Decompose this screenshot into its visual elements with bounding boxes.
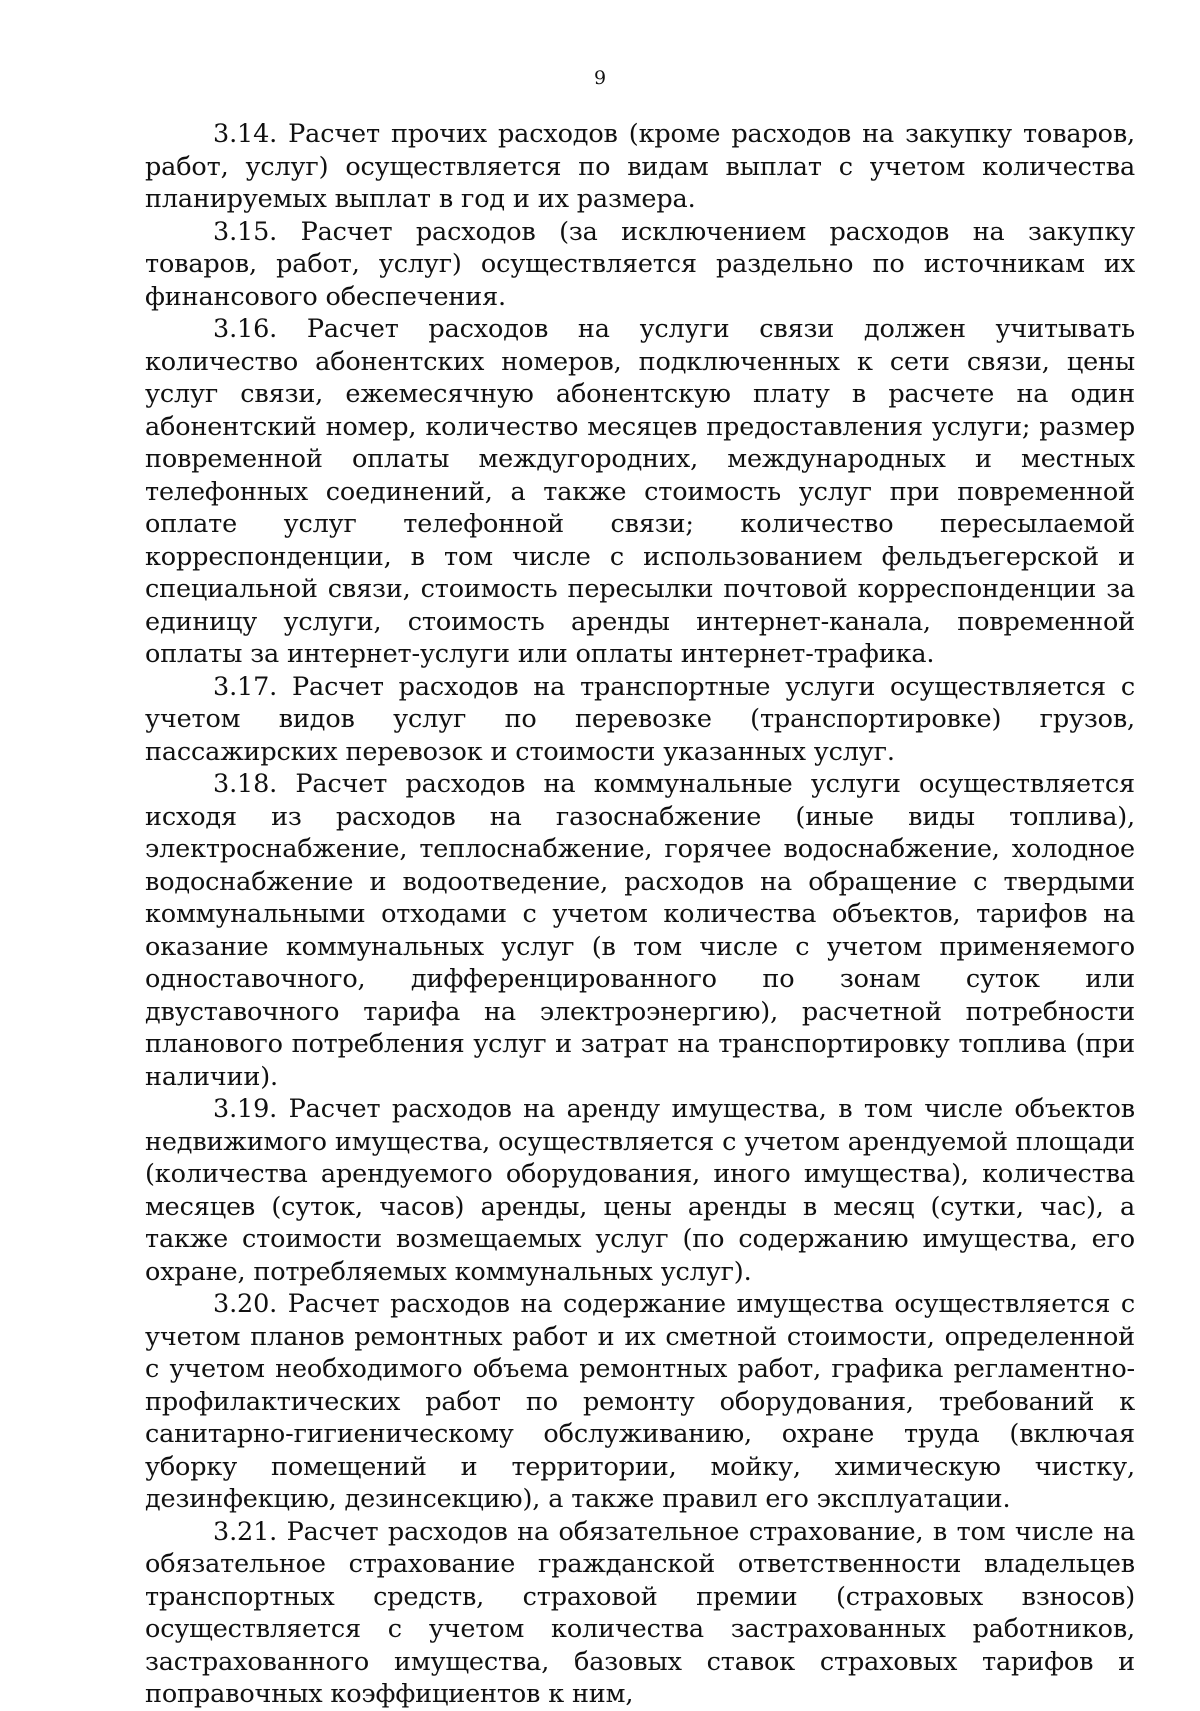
paragraph-3-16: 3.16. Расчет расходов на услуги связи должен учитывать количество абонентских номеров, подключенных к сети связи, цены услуг связи, ежемесячную абонентскую плату в расчете на один абонентский номер, количество месяцев предоставления услуги; размер повременной оплаты междугородних, международных и местных телефонных соединений, а также стоимость услуг при повременной оплате услуг телефонной связи; количество пересылаемой корреспонденции, в том числе с использованием фельдъегерской и специальной связи, стоимость пересылки почтовой корреспонденции за единицу услуги, стоимость аренды интернет-канала, повременной оплаты за интернет-услуги или оплаты интернет-трафика. (145, 314, 1135, 669)
paragraph-3-21: 3.21. Расчет расходов на обязательное страхование, в том числе на обязательное страхование гражданской ответственности владельцев транспортных средств, страховой премии (страховых взносов) осуществляется с учетом количества застрахованных работников, застрахованного имущества, базовых ставок страховых тарифов и поправочных коэффициентов к ним, (145, 1516, 1135, 1709)
paragraph-3-15: 3.15. Расчет расходов (за исключением расходов на закупку товаров, работ, услуг) осуществляется раздельно по источникам их финансового обеспечения. (145, 216, 1135, 312)
paragraph-3-18: 3.18. Расчет расходов на коммунальные услуги осуществляется исходя из расходов на газоснабжение (иные виды топлива), электроснабжение, теплоснабжение, горячее водоснабжение, холодное водоснабжение и водоотведение, расходов на обращение с твердыми коммунальными отходами с учетом количества объектов, тарифов на оказание коммунальных услуг (в том числе с учетом применяемого одноставочного, дифференцированного по зонам суток или двуставочного тарифа на электроэнергию), расчетной потребности планового потребления услуг и затрат на транспортировку топлива (при наличии). (145, 769, 1135, 1092)
paragraph-3-14: 3.14. Расчет прочих расходов (кроме расходов на закупку товаров, работ, услуг) осуществляется по видам выплат с учетом количества планируемых выплат в год и их размера. (145, 119, 1135, 214)
document-body (145, 118, 1135, 1711)
page-number: 9 (593, 67, 607, 89)
paragraph-3-20: 3.20. Расчет расходов на содержание имущества осуществляется с учетом планов ремонтных работ и их сметной стоимости, определенной с учетом необходимого объема ремонтных работ, графика регламентно-профилактических работ по ремонту оборудования, требований к санитарно-гигиеническому обслуживанию, охране труда (включая уборку помещений и территории, мойку, химическую чистку, дезинфекцию, дезинсекцию), а также правил его эксплуатации. (145, 1289, 1135, 1514)
paragraph-3-17: 3.17. Расчет расходов на транспортные услуги осуществляется с учетом видов услуг по перевозке (транспортировке) грузов, пассажирских перевозок и стоимости указанных услуг. (145, 671, 1135, 767)
paragraph-3-19: 3.19. Расчет расходов на аренду имущества, в том числе объектов недвижимого имущества, осуществляется с учетом арендуемой площади (количества арендуемого оборудования, иного имущества), количества месяцев (суток, часов) аренды, цены аренды в месяц (сутки, час), а также стоимости возмещаемых услуг (по содержанию имущества, его охране, потребляемых коммунальных услуг). (145, 1094, 1135, 1287)
